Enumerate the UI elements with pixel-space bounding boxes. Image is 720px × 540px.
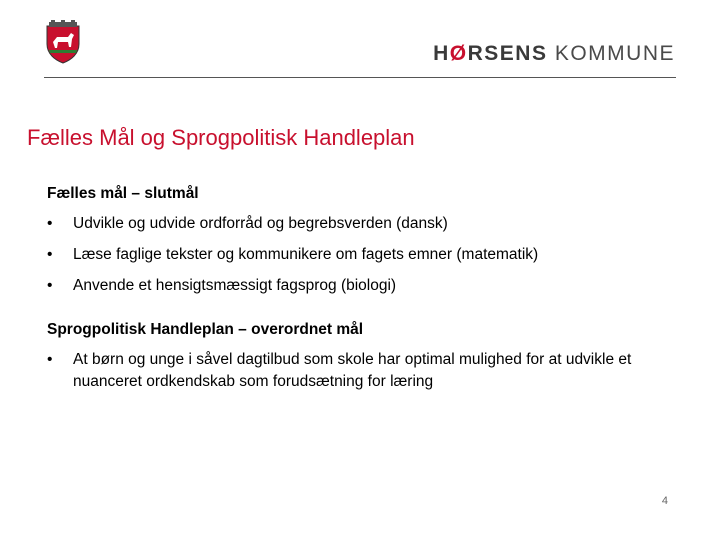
list-item: [47, 275, 677, 297]
bullet-icon: •: [47, 277, 53, 294]
section-sprogpolitisk: [47, 321, 677, 393]
list-item: [47, 213, 677, 235]
section-heading: Fælles mål – slutmål: [47, 185, 199, 202]
bullet-icon: •: [47, 246, 53, 263]
bullet-icon: •: [47, 351, 53, 368]
brand-text-rsens: RSENS: [467, 42, 548, 65]
brand-text-o: Ø: [449, 42, 468, 65]
bullet-icon: •: [47, 215, 53, 232]
horsens-kommune-logo: [433, 42, 675, 66]
bullet-list: [47, 213, 677, 297]
slide-title: Fælles Mål og Sprogpolitisk Handleplan: [27, 125, 415, 150]
header-divider: [44, 77, 676, 78]
section-fælles-mål: [47, 185, 677, 297]
list-item-text: Anvende et hensigtsmæssigt fagsprog (biologi): [73, 277, 397, 294]
section-heading: Sprogpolitisk Handleplan – overordnet mål: [47, 321, 364, 338]
brand-text-h: H: [433, 42, 450, 65]
list-item-text: Læse faglige tekster og kommunikere om fagets emner (matematik): [73, 246, 539, 263]
slide-content: [47, 185, 677, 402]
list-item: [47, 244, 677, 266]
brand-text-kommune: KOMMUNE: [554, 42, 675, 65]
bullet-list: [47, 349, 677, 393]
list-item-text: At børn og unge i såvel dagtilbud som skole har optimal mulighed for at udvikle et nuanceret ordkendskab som forudsætning for læring: [73, 351, 632, 390]
list-item: [47, 349, 677, 393]
page-number: 4: [661, 495, 668, 507]
list-item-text: Udvikle og udvide ordforråd og begrebsverden (dansk): [73, 215, 448, 232]
coat-of-arms-icon: [44, 20, 82, 64]
